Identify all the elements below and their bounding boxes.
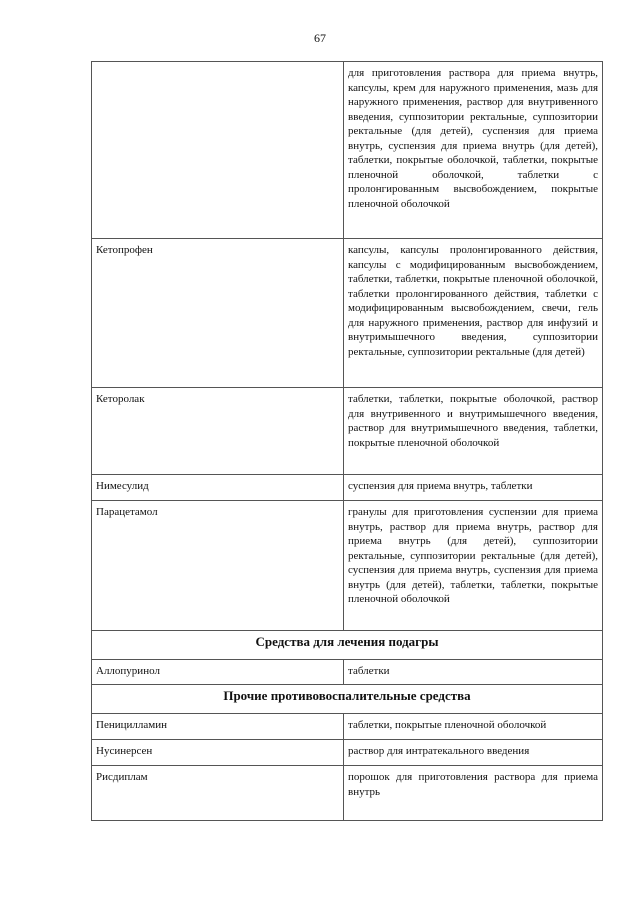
table-row: [92, 740, 603, 766]
drug-name-cell: Парацетамол: [92, 501, 344, 631]
section-header-row: [92, 631, 603, 660]
table-row: [92, 388, 603, 475]
dosage-forms-cell: таблетки, таблетки, покрытые оболочкой, раствор для внутривенного и внутримышечного введения, раствор для внутримышечного введения, таблетки, покрытые пленочной оболочкой: [344, 388, 603, 475]
drug-name-cell: Аллопуринол: [92, 660, 344, 685]
page-number: 67: [314, 31, 326, 45]
dosage-forms-cell: капсулы, капсулы пролонгированного действия, капсулы с модифицированным высвобождением, таблетки, таблетки, покрытые пленочной оболочкой, таблетки пролонгированного действия, таблетки с модифицированным высвобождением, свечи, гель для наружного применения, раствор для инфузий и внутримышечного введения, суппозитории ректальные, суппозитории ректальные (для детей): [344, 239, 603, 388]
dosage-forms-cell: порошок для приготовления раствора для приема внутрь: [344, 766, 603, 821]
drug-name-cell: Рисдиплам: [92, 766, 344, 821]
dosage-forms-cell: для приготовления раствора для приема внутрь, капсулы, крем для наружного применения, мазь для наружного применения, раствор для внутривенного введения, суппозитории ректальные, суппозитории ректальные (для детей), суспензия для приема внутрь, суспензия для приема внутрь (для детей), таблетки, покрытые оболочкой, таблетки, покрытые пленочной оболочкой, таблетки с пролонгированным высвобождением, покрытые пленочной оболочкой: [344, 62, 603, 239]
dosage-forms-cell: гранулы для приготовления суспензии для приема внутрь, раствор для приема внутрь, раствор для приема внутрь (для детей), суппозитории ректальные, суппозитории ректальные (для детей), суспензия для приема внутрь, суспензия для приема внутрь (для детей), таблетки, таблетки, покрытые пленочной оболочкой: [344, 501, 603, 631]
table-row: [92, 714, 603, 740]
dosage-forms-cell: суспензия для приема внутрь, таблетки: [344, 475, 603, 501]
dosage-forms-cell: таблетки: [344, 660, 603, 685]
table-row: [92, 501, 603, 631]
drug-name-cell: Кеторолак: [92, 388, 344, 475]
section-title: Прочие противовоспалительные средства: [92, 685, 603, 714]
drug-name-cell: Нимесулид: [92, 475, 344, 501]
table-row: [92, 62, 603, 239]
drug-name-cell: Пеницилламин: [92, 714, 344, 740]
table-row: [92, 475, 603, 501]
drug-name-cell: [92, 62, 344, 239]
drug-name-cell: Нусинерсен: [92, 740, 344, 766]
section-header-row: [92, 685, 603, 714]
dosage-forms-cell: раствор для интратекального введения: [344, 740, 603, 766]
table-row: [92, 660, 603, 685]
drug-name-cell: Кетопрофен: [92, 239, 344, 388]
drug-forms-table: [91, 61, 603, 821]
table-row: [92, 766, 603, 821]
dosage-forms-cell: таблетки, покрытые пленочной оболочкой: [344, 714, 603, 740]
section-title: Средства для лечения подагры: [92, 631, 603, 660]
table-row: [92, 239, 603, 388]
